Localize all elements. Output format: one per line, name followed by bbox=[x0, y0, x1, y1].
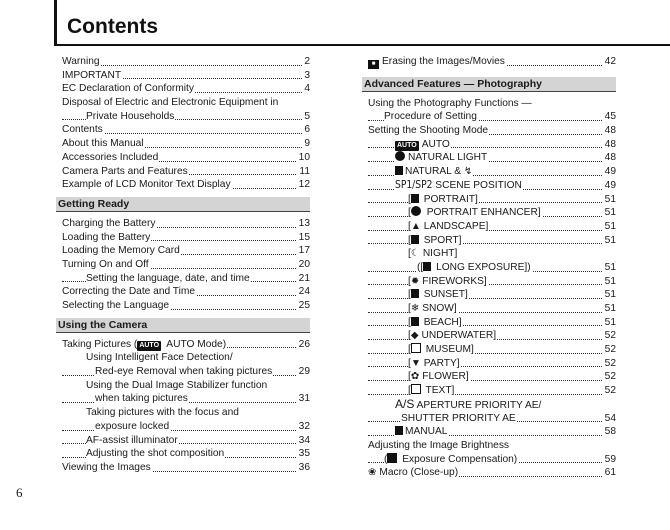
section-heading-advanced: Advanced Features — Photography bbox=[362, 77, 616, 92]
toc-entry[interactable]: Warning 2 bbox=[62, 56, 310, 67]
long-exposure-icon bbox=[423, 262, 431, 271]
toc-entry[interactable]: [❄ SNOW] 51 bbox=[368, 302, 616, 316]
toc-entry[interactable]: when taking pictures 31 bbox=[62, 392, 310, 406]
toc-entry[interactable]: Setting the language, date, and time 21 bbox=[62, 272, 310, 286]
toc-entry[interactable]: Procedure of Setting 45 bbox=[368, 110, 616, 124]
toc-entry[interactable]: ( Exposure Compensation) 59 bbox=[368, 453, 616, 467]
toc-entry[interactable]: Disposal of Electric and Electronic Equipment in bbox=[62, 97, 279, 109]
toc-entry[interactable]: NATURAL LIGHT 48 bbox=[368, 151, 616, 165]
snow-icon: ❄ bbox=[410, 303, 420, 314]
toc-entry[interactable]: NATURAL & ↯ 49 bbox=[368, 165, 616, 179]
toc-entry[interactable]: [ BEACH] 51 bbox=[368, 316, 616, 330]
toc-entry[interactable]: [ SUNSET] 51 bbox=[368, 288, 616, 302]
museum-icon bbox=[411, 343, 421, 353]
toc-entry[interactable]: Correcting the Date and Time 24 bbox=[62, 286, 310, 298]
night-icon: ☾ bbox=[410, 248, 420, 260]
sport-icon bbox=[411, 235, 419, 244]
auto-mode-icon: AUTO bbox=[397, 141, 417, 149]
toc-entry[interactable]: [ PORTRAIT] 51 bbox=[368, 193, 616, 207]
toc-entry[interactable]: exposure locked 32 bbox=[62, 420, 310, 434]
toc-entry[interactable]: [◆ UNDERWATER] 52 bbox=[368, 329, 616, 343]
flower-icon: ✿ bbox=[410, 371, 420, 383]
sunset-icon bbox=[411, 289, 419, 298]
toc-entry[interactable]: Using the Photography Functions — bbox=[368, 97, 532, 109]
scene-position-icon: SP1/SP2 bbox=[395, 179, 433, 191]
portrait-enhancer-icon bbox=[411, 206, 421, 216]
page-header bbox=[54, 0, 670, 46]
toc-entry[interactable]: [☾ NIGHT] bbox=[408, 248, 458, 260]
toc-entry[interactable]: [▼ PARTY] 52 bbox=[368, 357, 616, 371]
toc-entry[interactable]: Taking pictures with the focus and bbox=[86, 407, 239, 419]
page-number: 6 bbox=[16, 485, 23, 500]
toc-entry[interactable]: Charging the Battery 13 bbox=[62, 217, 310, 229]
section-heading-getting-ready: Getting Ready bbox=[56, 197, 310, 212]
toc-entry[interactable]: IMPORTANT 3 bbox=[62, 69, 310, 81]
underwater-icon: ◆ bbox=[410, 330, 419, 342]
party-icon: ▼ bbox=[410, 357, 421, 369]
toc-entry[interactable]: Adjusting the shot composition 35 bbox=[62, 447, 310, 461]
toc-entry[interactable]: SHUTTER PRIORITY AE 54 bbox=[368, 412, 616, 426]
toc-entry[interactable]: ❀ Macro (Close-up) 61 bbox=[368, 467, 616, 479]
toc-entry[interactable]: Private Households 5 bbox=[62, 110, 310, 124]
natural-flash-icon bbox=[395, 166, 403, 175]
toc-entry[interactable]: [ PORTRAIT ENHANCER] 51 bbox=[368, 206, 616, 220]
aperture-shutter-icon: A/S bbox=[395, 397, 415, 411]
toc-entry[interactable]: Adjusting the Image Brightness bbox=[368, 439, 510, 451]
toc-entry[interactable]: [ TEXT] 52 bbox=[368, 384, 616, 398]
toc-entry[interactable]: Using the Dual Image Stabilizer function bbox=[86, 379, 268, 391]
toc-entry[interactable]: ([ LONG EXPOSURE]) 51 bbox=[368, 261, 616, 275]
toc-left-column bbox=[58, 55, 310, 475]
toc-entry[interactable]: Contents 6 bbox=[62, 124, 310, 136]
toc-entry[interactable]: MANUAL 58 bbox=[368, 425, 616, 439]
toc-entry[interactable]: A/S APERTURE PRIORITY AE/ bbox=[395, 397, 542, 411]
portrait-icon bbox=[411, 194, 419, 203]
toc-entry[interactable]: Selecting the Language 25 bbox=[62, 300, 310, 311]
toc-entry[interactable]: [✹ FIREWORKS] 51 bbox=[368, 275, 616, 289]
section-heading-using-camera: Using the Camera bbox=[56, 318, 310, 333]
text-icon bbox=[411, 384, 421, 394]
toc-entry[interactable]: Accessories Included 10 bbox=[62, 151, 310, 163]
page-title: Contents bbox=[67, 15, 158, 38]
natural-light-icon bbox=[395, 151, 405, 161]
toc-entry[interactable]: Taking Pictures ( AUTO AUTO Mode) 26 bbox=[62, 338, 310, 350]
toc-entry[interactable]: Turning On and Off 20 bbox=[62, 258, 310, 270]
trash-icon: ■ bbox=[368, 60, 379, 69]
toc-entry[interactable]: Loading the Memory Card 17 bbox=[62, 245, 310, 257]
toc-entry[interactable]: Example of LCD Monitor Text Display 12 bbox=[62, 179, 310, 191]
toc-entry[interactable]: Loading the Battery 15 bbox=[62, 231, 310, 243]
toc-entry[interactable]: Using Intelligent Face Detection/ bbox=[86, 352, 233, 364]
toc-entry[interactable]: [▲ LANDSCAPE] 51 bbox=[368, 220, 616, 234]
flash-icon: ↯ bbox=[463, 166, 473, 178]
toc-entry[interactable]: AUTO AUTO 48 bbox=[368, 138, 616, 152]
toc-entry[interactable]: Viewing the Images 36 bbox=[62, 461, 310, 473]
toc-entry[interactable]: About this Manual 9 bbox=[62, 138, 310, 150]
toc-entry[interactable]: [✿ FLOWER] 52 bbox=[368, 370, 616, 384]
toc-entry[interactable]: Red-eye Removal when taking pictures 29 bbox=[62, 365, 310, 379]
toc-right-column bbox=[364, 55, 616, 480]
auto-mode-icon: AUTO bbox=[139, 341, 160, 349]
exposure-compensation-icon bbox=[387, 453, 397, 463]
toc-entry[interactable]: Camera Parts and Features 11 bbox=[62, 165, 310, 177]
manual-icon bbox=[395, 426, 403, 435]
toc-entry[interactable]: ■ Erasing the Images/Movies 42 bbox=[368, 55, 616, 69]
fireworks-icon: ✹ bbox=[410, 275, 420, 287]
toc-entry[interactable]: EC Declaration of Conformity 4 bbox=[62, 83, 310, 95]
toc-entry[interactable]: SP1/SP2 SCENE POSITION 49 bbox=[368, 179, 616, 193]
toc-entry[interactable]: AF-assist illuminator 34 bbox=[62, 434, 310, 448]
toc-entry[interactable]: [ SPORT] 51 bbox=[368, 234, 616, 248]
toc-entry[interactable]: [ MUSEUM] 52 bbox=[368, 343, 616, 357]
toc-entry[interactable]: Setting the Shooting Mode 48 bbox=[368, 125, 616, 137]
beach-icon bbox=[411, 317, 419, 326]
macro-icon: ❀ bbox=[368, 467, 377, 479]
landscape-icon: ▲ bbox=[410, 220, 421, 232]
